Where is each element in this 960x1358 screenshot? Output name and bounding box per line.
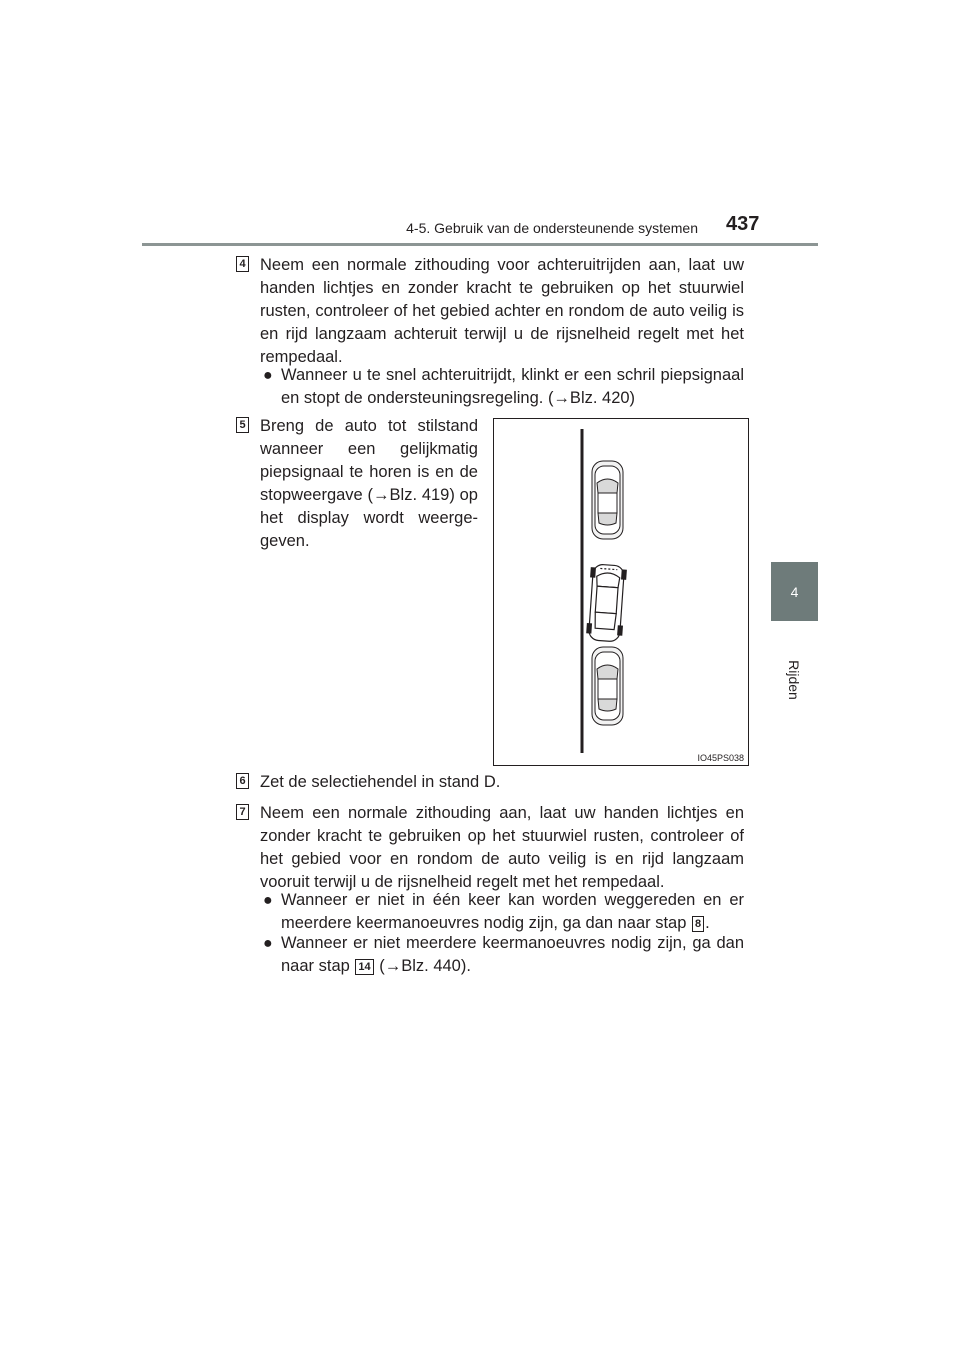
step-7-bullet-1 [263, 889, 744, 935]
chapter-label: Rijden [785, 660, 802, 700]
bullet-text: Wanneer u te snel achteruitrijdt, klinkt er een schril piepsignaal en stopt de ondersteuningsregeling. (→Blz. 420) [281, 366, 744, 407]
parked-car-rear [592, 647, 623, 725]
bullet-text-before: Wanneer er niet in één keer kan worden weggereden en er meerdere keermanoeuvres nodig zijn, ga dan naar stap [281, 891, 744, 932]
step-number-7: 7 [236, 804, 249, 820]
figure-code: IO45PS038 [697, 753, 744, 763]
bullet-text [263, 889, 744, 935]
step-number-5: 5 [236, 417, 249, 433]
bullet-text-after: (→Blz. 440). [379, 957, 471, 975]
step-4-bullet-1 [263, 364, 744, 410]
bullet-icon: ● [263, 935, 273, 952]
step-4-text: Neem een normale zithouding voor achteruitrijden aan, laat uw handen lichtjes en zonder kracht te gebruiken op het stuurwiel rusten, controleer of het gebied achter en rondom de auto veilig is en rijd langzaam achteruit terwijl u de rijsnelheid regelt met het rempedaal. [260, 256, 744, 366]
step-6-text: Zet de selectiehendel in stand D. [260, 773, 501, 791]
step-ref-14[interactable]: 14 [355, 959, 373, 975]
step-ref-8[interactable]: 8 [692, 916, 704, 932]
step-number-6: 6 [236, 773, 249, 789]
header-divider [142, 243, 818, 246]
section-title: 4-5. Gebruik van de ondersteunende systemen [406, 220, 698, 236]
step-7-bullet-2 [263, 932, 744, 978]
own-car [586, 564, 626, 642]
chapter-tab[interactable] [771, 562, 818, 621]
bullet-icon: ● [263, 367, 273, 384]
bullet-text-after: . [705, 914, 710, 932]
bullet-text [263, 932, 744, 978]
parking-illustration [493, 418, 749, 766]
step-5-text: Breng de auto tot stilstand wanneer een gelijkmatig piepsignaal te horen is en de stopweergave (→Blz. 419) op het display wordt weerge-geven. [260, 417, 478, 550]
step-number-4: 4 [236, 256, 249, 272]
parked-car-front [592, 461, 623, 539]
chapter-number: 4 [790, 583, 799, 600]
step-7-text: Neem een normale zithouding aan, laat uw handen lichtjes en zonder kracht te gebruiken op het stuurwiel rusten, controleer of het gebied voor en rondom de auto veilig is en rijd langzaam vooruit terwijl u de rijsnelheid regelt met het rempedaal. [260, 804, 744, 891]
parking-diagram [494, 419, 748, 765]
page-number: 437 [726, 213, 760, 235]
chapter-label-wrap [774, 650, 814, 710]
bullet-text-before: Wanneer er niet meerdere keermanoeuvres nodig zijn, ga dan naar stap [281, 934, 744, 975]
bullet-icon: ● [263, 892, 273, 909]
